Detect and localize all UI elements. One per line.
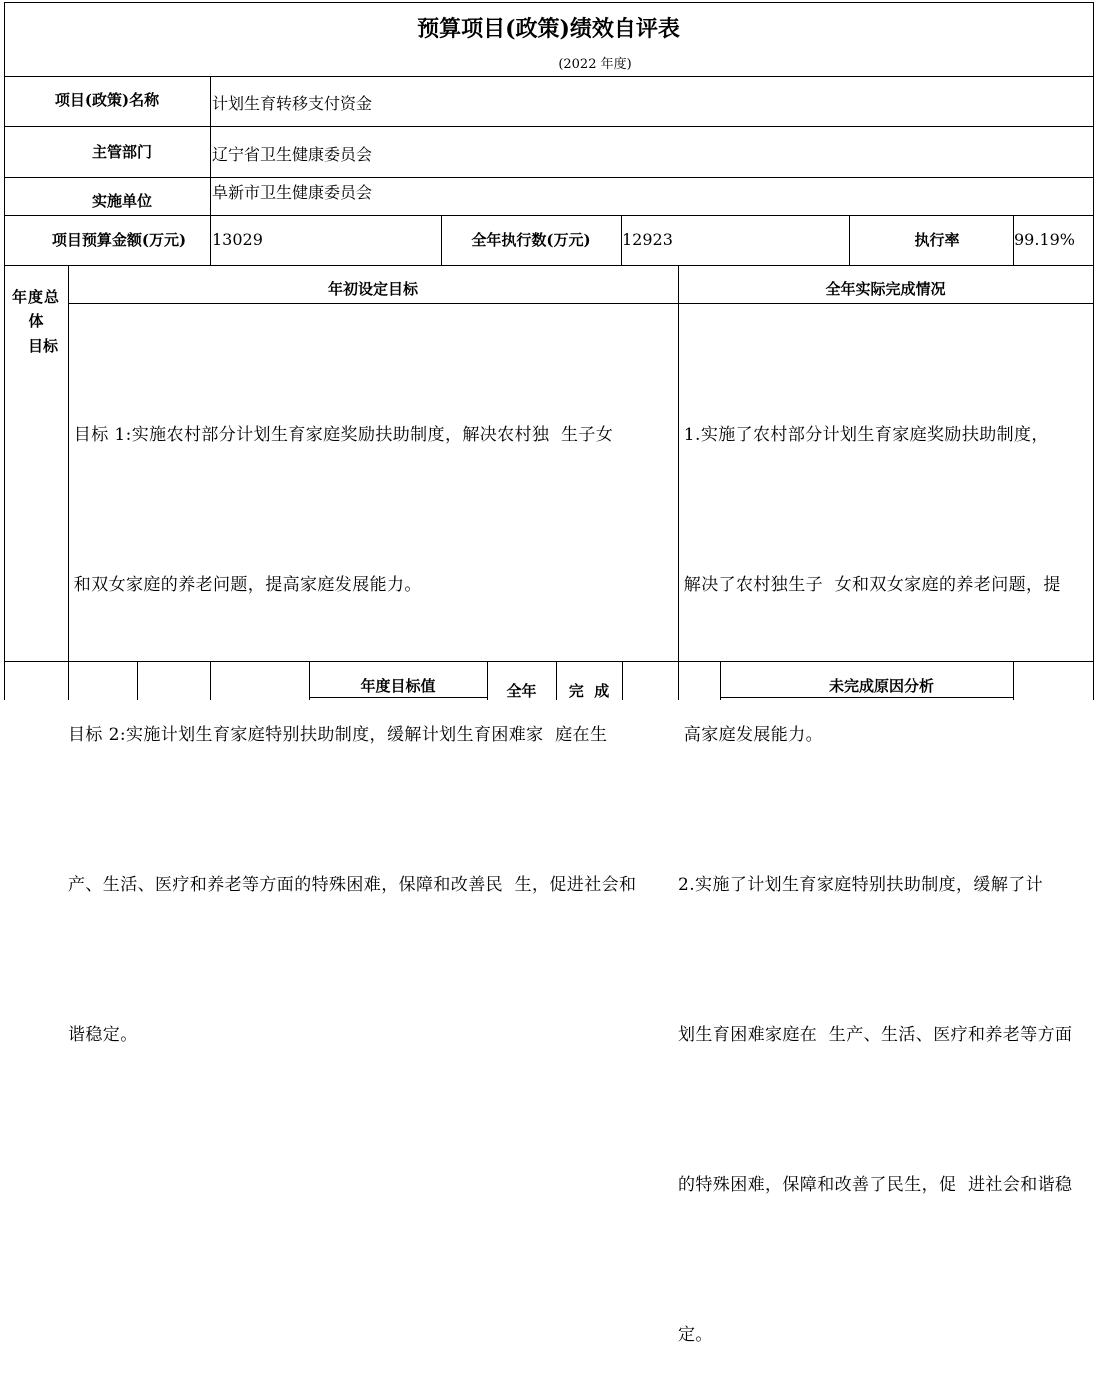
text-line: 高家庭发展能力。 — [678, 725, 824, 745]
text-line: 和双女家庭的养老问题，提高家庭发展能力。 — [68, 575, 422, 595]
row-divider — [4, 126, 1093, 127]
text-line: 的特殊困难，保障和改善了民生，促 进社会和谐稳 — [678, 1175, 1073, 1195]
form-year: (2022 年度) — [558, 57, 632, 72]
annual-target-header: 年度目标值 — [360, 677, 436, 695]
complete-header: 完 成 — [568, 682, 610, 700]
budget-value: 13029 — [212, 230, 263, 249]
goal-side-label: 目标 — [27, 337, 58, 355]
reason-analysis-header: 未完成原因分析 — [828, 677, 934, 695]
goal-side-label: 年度总 — [11, 288, 60, 306]
form-title: 预算项目(政策)绩效自评表 — [417, 16, 680, 42]
row-divider — [68, 303, 1093, 304]
rate-label: 执行率 — [914, 231, 960, 249]
impl-value: 阜新市卫生健康委员会 — [212, 183, 373, 202]
dept-value: 辽宁省卫生健康委员会 — [212, 145, 373, 164]
actual-results-header: 全年实际完成情况 — [825, 280, 946, 298]
budget-label: 项目预算金额(万元) — [51, 231, 187, 249]
exec-label: 全年执行数(万元) — [471, 231, 591, 249]
rate-value: 99.19% — [1014, 230, 1076, 249]
impl-label: 实施单位 — [91, 192, 152, 210]
row-divider — [4, 265, 1093, 266]
text-line: 目标 2:实施计划生育家庭特别扶助制度，缓解计划生育困难家 庭在生 — [68, 725, 608, 745]
dept-label: 主管部门 — [91, 143, 152, 161]
text-line: 1.实施了农村部分计划生育家庭奖励扶助制度， — [678, 425, 1049, 445]
exec-value: 12923 — [622, 230, 673, 249]
goal-side-label: 体 — [28, 312, 44, 330]
text-line: 2.实施了计划生育家庭特别扶助制度，缓解了计 — [678, 875, 1044, 895]
initial-goals-text — [68, 310, 682, 1110]
text-line: 产、生活、医疗和养老等方面的特殊困难，保障和改善民 生，促进社会和 — [68, 875, 637, 895]
table-border-right — [1093, 2, 1094, 700]
table-border-top — [4, 2, 1093, 3]
actual-results-text — [678, 310, 1093, 1400]
text-line: 划生育困难家庭在 生产、生活、医疗和养老等方面 — [678, 1025, 1073, 1045]
initial-goals-header: 年初设定目标 — [327, 280, 418, 298]
project-name-value: 计划生育转移支付资金 — [212, 94, 373, 113]
row-divider — [4, 76, 1093, 77]
project-name-label: 项目(政策)名称 — [54, 91, 160, 109]
row-divider — [4, 215, 1093, 216]
text-line: 定。 — [678, 1325, 713, 1345]
text-line: 解决了农村独生子 女和双女家庭的养老问题，提 — [678, 575, 1061, 595]
text-line: 目标 1:实施农村部分计划生育家庭奖励扶助制度，解决农村独 生子女 — [68, 425, 614, 445]
row-divider — [4, 177, 1093, 178]
text-line: 谐稳定。 — [68, 1025, 138, 1045]
full-year-header: 全年 — [506, 682, 537, 700]
